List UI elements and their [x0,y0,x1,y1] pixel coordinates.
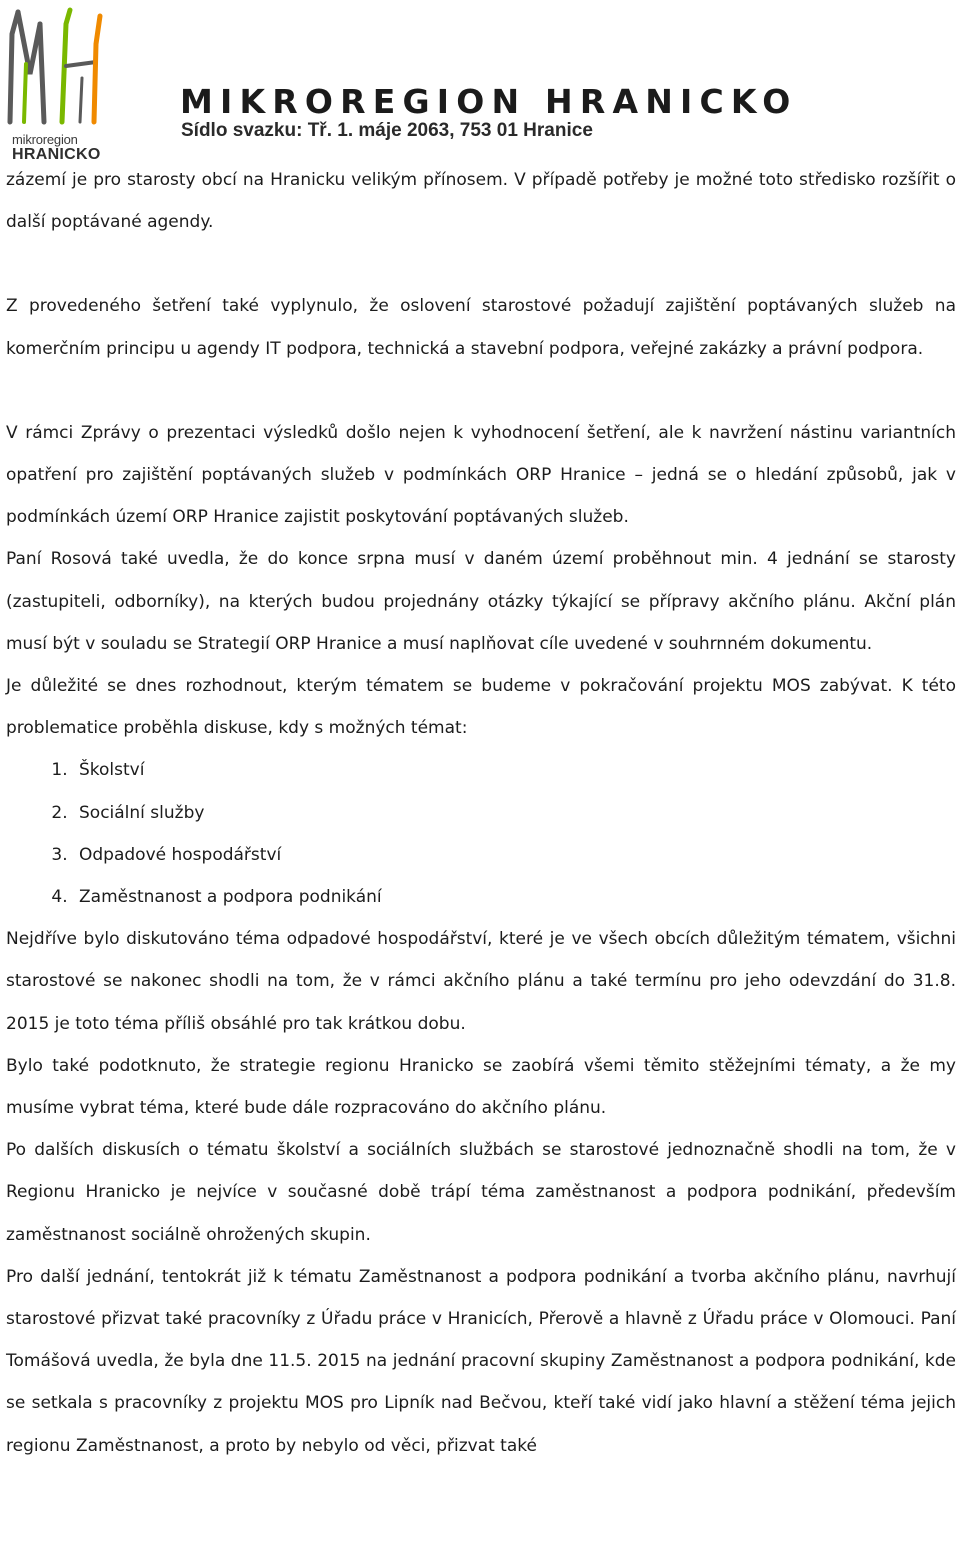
organization-name: MIKROREGION HRANICKO [180,82,798,121]
mh-logo-icon [4,4,116,129]
list-item: 1. Školství [73,749,956,791]
paragraph: Nejdříve bylo diskutováno téma odpadové hospodářství, které je ve všech obcích důležitým tématem, všichni starostové se nakonec shodli na tom, že v rámci akčního plánu a také termínu pro jeho odevzdání do 31.8. 2015 je toto téma příliš obsáhlé pro tak krátkou dobu. [6,929,956,1034]
paragraph: Bylo také podotknuto, že strategie regionu Hranicko se zaobírá všemi těmito stěžejními tématy, a že my musíme vybrat téma, které bude dále rozpracováno do akčního plánu. [6,1055,956,1119]
paragraph: Z provedeného šetření také vyplynulo, že oslovení starostové požadují zajištění poptávaných služeb na komerčním principu u agendy IT podpora, technická a stavební podpora, veřejné zakázky a právní podpora. [6,296,956,359]
topic-list [6,749,956,918]
organization-address: Sídlo svazku: Tř. 1. máje 2063, 753 01 Hranice [181,120,593,141]
paragraph: Je důležité se dnes rozhodnout, kterým tématem se budeme v pokračování projektu MOS zabývat. K této problematice proběhla diskuse, kdy s možných témat: [6,676,956,739]
document-body [6,159,956,1467]
list-item: 2. Sociální služby [73,792,956,834]
letterhead [0,0,960,163]
paragraph: V rámci Zprávy o prezentaci výsledků došlo nejen k vyhodnocení šetření, ale k navržení nástinu variantních opatření pro zajištění poptávaných služeb v podmínkách ORP Hranice – jedná se o hledání způsobů, jak v podmínkách území ORP Hranice zajistit poskytování poptávaných služeb. [6,422,956,528]
mikroregion-logo [4,4,116,163]
logo-title: HRANICKO [12,146,101,163]
paragraph: Po dalších diskusích o tématu školství a sociálních službách se starostové jednoznačně shodli na tom, že v Regionu Hranicko je nejvíce v současné době trápí téma zaměstnanost a podpora podnikání, především zaměstnanost sociálně ohrožených skupin. [6,1140,956,1245]
list-item: 3. Odpadové hospodářství [73,834,956,876]
paragraph: Paní Rosová také uvedla, že do konce srpna musí v daném území proběhnout min. 4 jednání se starosty (zastupiteli, odborníky), na kterých budou projednány otázky týkající se přípravy akčního plánu. Akční plán musí být v souladu se Strategií ORP Hranice a musí naplňovat cíle uvedené v souhrnném dokumentu. [6,549,956,654]
list-item: 4. Zaměstnanost a podpora podnikání [73,876,956,918]
paragraph: Pro další jednání, tentokrát již k tématu Zaměstnanost a podpora podnikání a tvorba akčního plánu, navrhují starostové přizvat také pracovníky z Úřadu práce v Hranicích, Přerově a hlavně z Úřadu práce v Olomouci. Paní Tomášová uvedla, že byla dne 11.5. 2015 na jednání pracovní skupiny Zaměstnanost a podpora podnikání, kde se setkala s pracovníky z projektu MOS pro Lipník nad Bečvou, kteří také vidí jako hlavní a stěžení téma jejich regionu Zaměstnanost, a proto by nebylo od věci, přizvat také [6,1266,956,1456]
logo-subtitle: mikroregion [12,132,78,147]
paragraph: zázemí je pro starosty obcí na Hranicku velikým přínosem. V případě potřeby je možné toto středisko rozšířit o další poptávané agendy. [6,170,956,233]
